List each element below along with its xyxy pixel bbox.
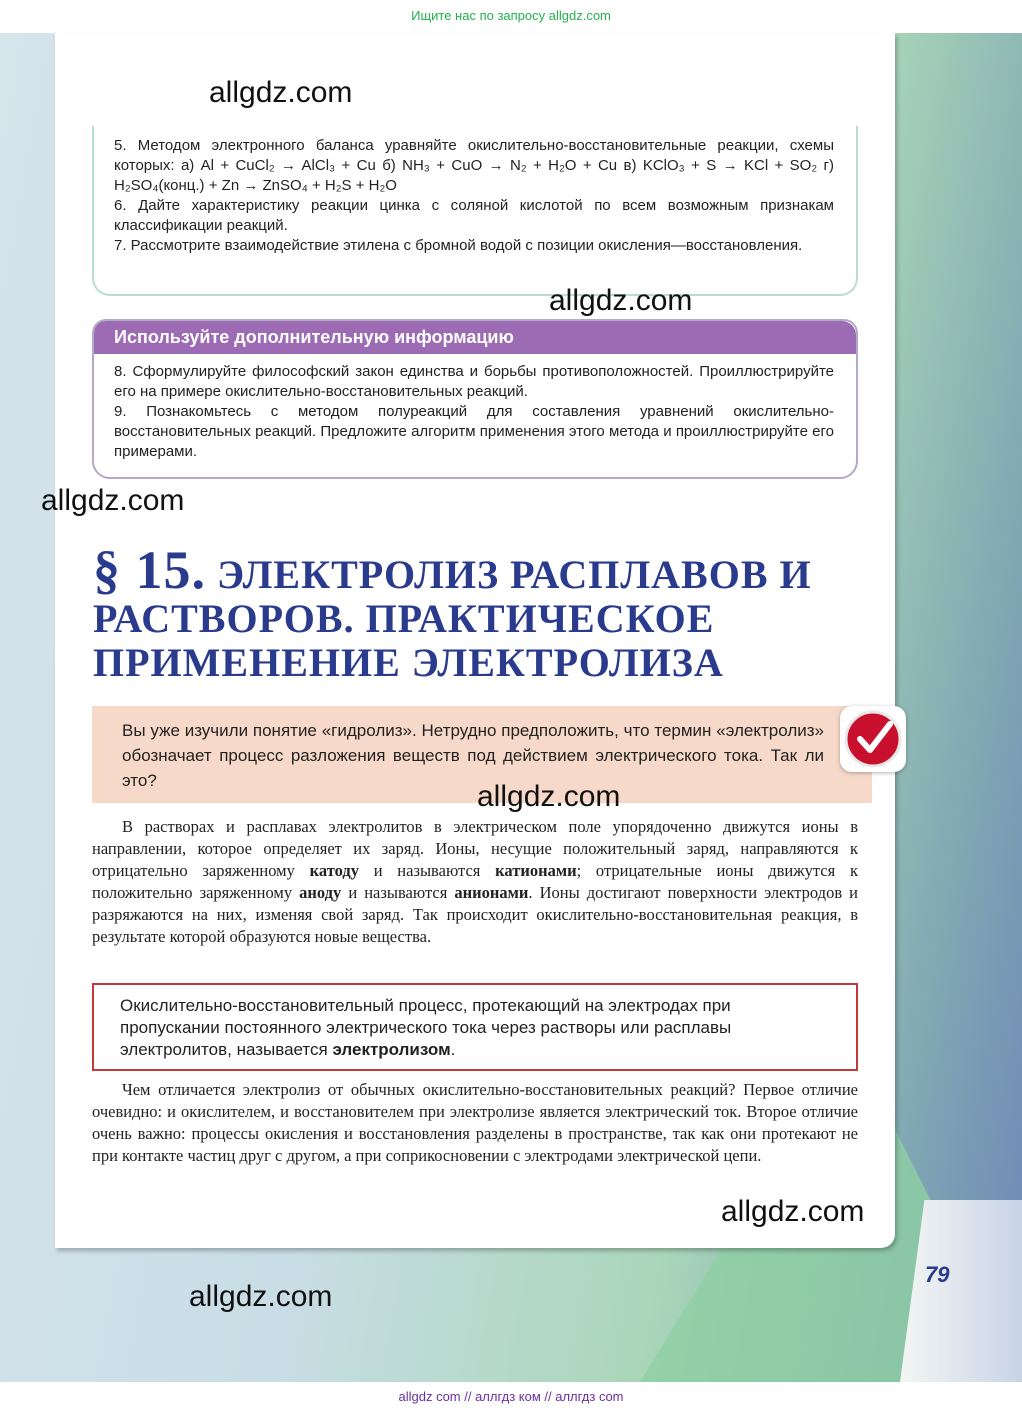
watermark: allgdz.com	[477, 780, 621, 813]
watermark: allgdz.com	[41, 484, 185, 517]
watermark: allgdz.com	[721, 1195, 865, 1228]
intro-box: Вы уже изучили понятие «гидролиз». Нетрудно предположить, что термин «электролиз» обозначает процесс разложения веществ под действием электрического тока. Так ли это?	[92, 706, 872, 803]
paragraph-1: В растворах и расплавах электролитов в электрическом поле упорядоченно движутся ионы в направлении, которое определяет их заряд. Ионы, несущие положительный заряд, направляются к отрицательно заряженному катоду и называются катионами; отрицательные ионы движутся к положительно заряженному аноду и называются анионами. Ионы достигают поверхности электродов и разряжаются на них, изменяя свой заряд. Так происходит окислительно-восстановительная реакция, в результате которой образуются новые вещества.	[92, 817, 858, 946]
paragraph-2: Чем отличается электролиз от обычных окислительно-восстановительных реакций? Первое отличие очевидно: и окислителем, и восстановителем при электролизе является электрический ток. Второе отличие очень важно: процессы окисления и восстановления разделены в пространстве, так как они протекают не при контакте частиц друг с другом, а при соприкосновении с электродами электрической цепи.	[92, 1080, 858, 1165]
question-8: 8. Сформулируйте философский закон единства и борьбы противоположностей. Проиллюстрируйте его на примере окислительно-восстановительных реакций.	[114, 363, 834, 400]
definition-box: Окислительно-восстановительный процесс, протекающий на электродах при пропускании постоянного электрического тока через растворы или расплавы электролитов, называется электролизом.	[92, 983, 858, 1071]
question-5: 5. Методом электронного баланса уравняйте окислительно-восстановительные реакции, схемы которых: а) Al + CuCl₂ → AlCl₃ + Cu б) NH₃ + CuO → N₂ + H₂O + Cu в) KClO₃ + S → KCl + SO₂ г) H₂SO₄(конц.) + Zn → ZnSO₄ + H₂S + H₂O	[114, 137, 834, 194]
top-banner: Ищите нас по запросу allgdz.com	[0, 0, 1022, 33]
watermark: allgdz.com	[189, 1280, 333, 1313]
page-number: 79	[925, 1262, 950, 1287]
section-number: § 15.	[93, 540, 206, 600]
checkmark-icon	[840, 706, 906, 772]
questions-box	[92, 126, 858, 296]
definition-term: электролизом	[332, 1040, 451, 1059]
question-7: 7. Рассмотрите взаимодействие этилена с бромной водой с позиции окисления—восстановления.	[114, 237, 803, 254]
watermark: allgdz.com	[209, 76, 353, 109]
watermark: allgdz.com	[549, 284, 693, 317]
extra-info-box	[92, 319, 858, 479]
section-title	[93, 540, 853, 685]
extra-info-header: Используйте дополнительную информацию	[94, 321, 856, 354]
question-9: 9. Познакомьтесь с методом полуреакций для составления уравнений окислительно-восстановительных реакций. Предложите алгоритм применения этого метода и проиллюстрируйте его примерами.	[114, 403, 834, 460]
question-6: 6. Дайте характеристику реакции цинка с соляной кислотой по всем возможным признакам классификации реакций.	[114, 197, 834, 234]
bottom-banner: allgdz com // аллгдз ком // аллгдз com	[0, 1382, 1022, 1415]
section-heading: ЭЛЕКТРОЛИЗ РАСПЛАВОВ И РАСТВОРОВ. ПРАКТИЧЕСКОЕ ПРИМЕНЕНИЕ ЭЛЕКТРОЛИЗА	[93, 552, 812, 685]
